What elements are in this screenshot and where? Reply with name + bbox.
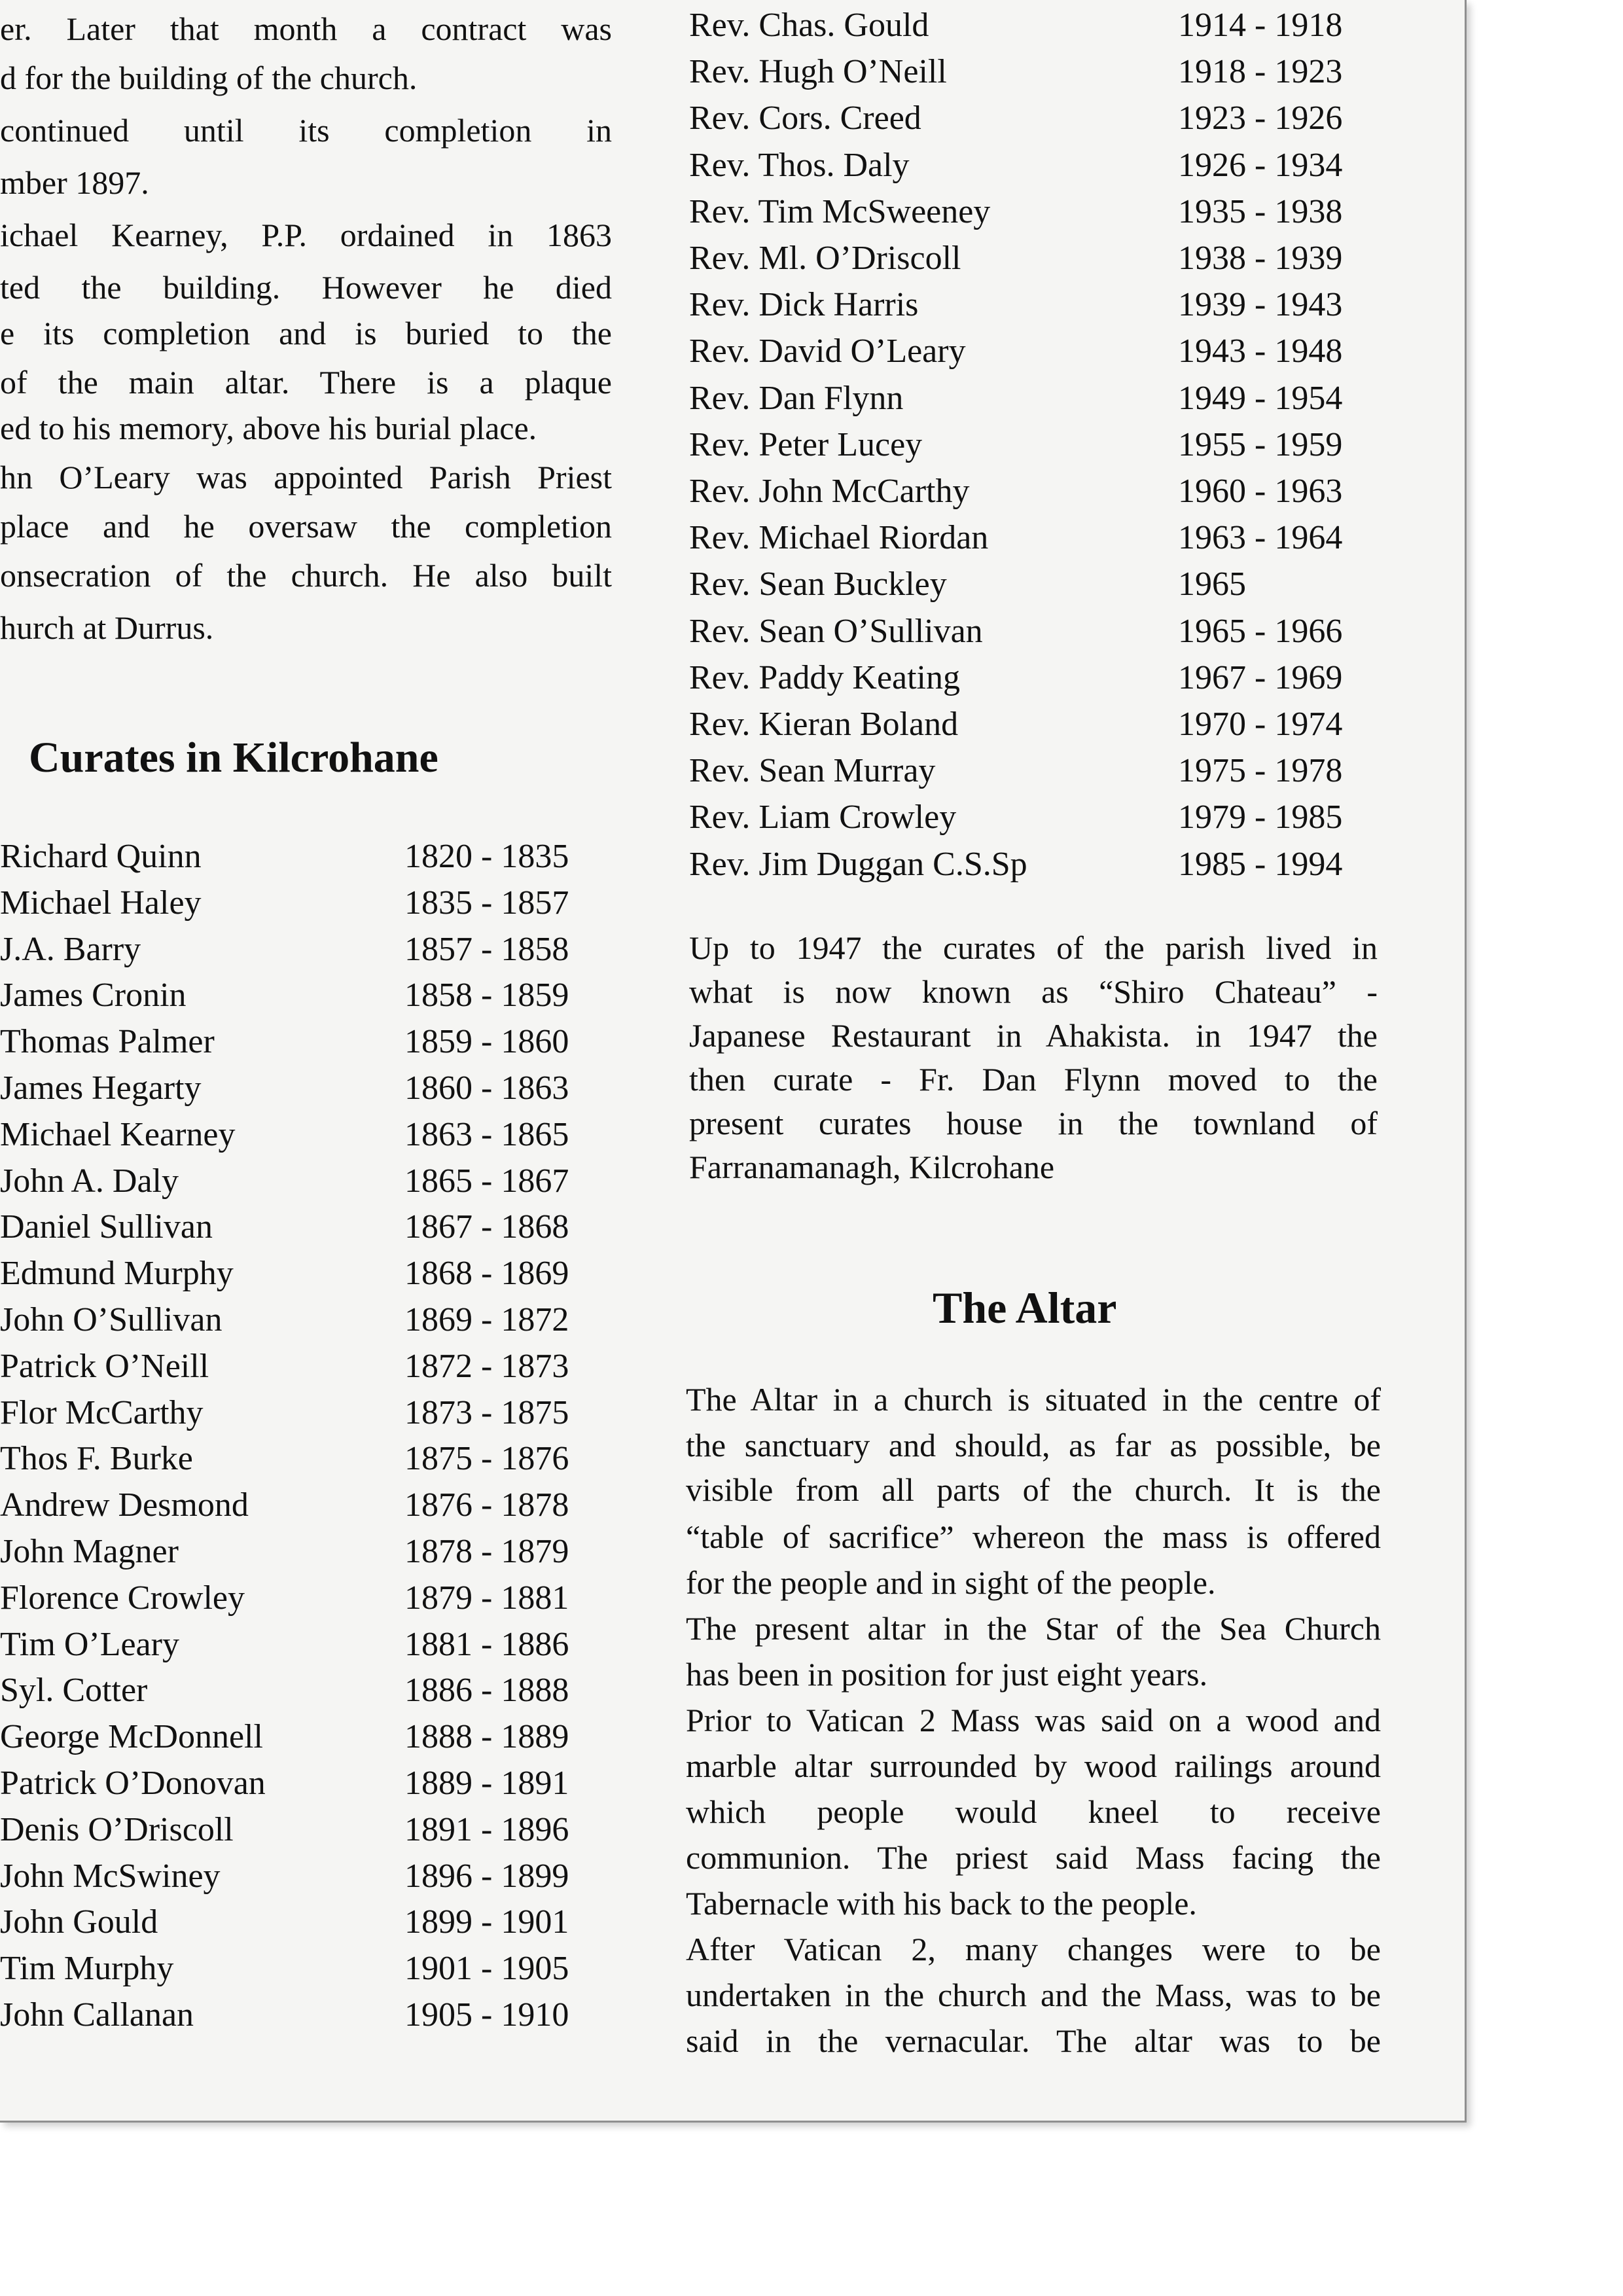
intro-line: hn O’Leary was appointed Parish Priest — [0, 459, 612, 495]
curate-name: Flor McCarthy — [0, 1393, 204, 1431]
intro-line: mber 1897. — [0, 164, 149, 201]
curate-name: Syl. Cotter — [0, 1672, 148, 1710]
curate-name: John McSwiney — [0, 1857, 221, 1895]
house-line: Farranamanagh, Kilcrohane — [689, 1149, 1055, 1185]
intro-line: ted the building. However he died — [0, 269, 612, 306]
rev-years: 1923 - 1926 — [1178, 99, 1343, 137]
curate-name: Tim O’Leary — [0, 1625, 179, 1663]
rev-years: 1926 - 1934 — [1178, 146, 1343, 184]
rev-name: Rev. Sean Murray — [689, 752, 936, 790]
curate-name: Michael Haley — [0, 884, 202, 922]
rev-years: 1955 - 1959 — [1178, 425, 1343, 463]
rev-name: Rev. Jim Duggan C.S.Sp — [689, 845, 1027, 883]
intro-line: place and he oversaw the completion — [0, 508, 612, 545]
curate-name: Patrick O’Donovan — [0, 1765, 266, 1802]
rev-years: 1985 - 1994 — [1178, 845, 1343, 883]
rev-years: 1949 - 1954 — [1178, 379, 1343, 417]
curate-years: 1863 - 1865 — [404, 1115, 569, 1153]
rev-years: 1960 - 1963 — [1178, 473, 1343, 510]
curate-years: 1881 - 1886 — [404, 1625, 569, 1663]
house-line: present curates house in the townland of — [689, 1105, 1378, 1141]
curate-years: 1857 - 1858 — [404, 930, 569, 968]
altar-line: undertaken in the church and the Mass, was to be — [686, 1977, 1381, 2013]
curate-name: James Cronin — [0, 977, 187, 1014]
rev-name: Rev. Kieran Boland — [689, 706, 959, 743]
curate-name: J.A. Barry — [0, 930, 141, 968]
rev-name: Rev. Paddy Keating — [689, 658, 960, 696]
rev-name: Rev. Hugh O’Neill — [689, 53, 947, 91]
curate-years: 1888 - 1889 — [404, 1718, 569, 1756]
curate-years: 1886 - 1888 — [404, 1672, 569, 1710]
altar-line: “table of sacrifice” whereon the mass is offered — [686, 1518, 1381, 1555]
altar-line: the sanctuary and should, as far as possible, be — [686, 1427, 1381, 1463]
rev-years: 1970 - 1974 — [1178, 706, 1343, 743]
curate-name: John O’Sullivan — [0, 1301, 223, 1338]
altar-line: marble altar surrounded by wood railings around — [686, 1748, 1381, 1784]
altar-line: Tabernacle with his back to the people. — [686, 1885, 1197, 1922]
curate-name: John Magner — [0, 1533, 179, 1570]
altar-line: After Vatican 2, many changes were to be — [686, 1931, 1381, 1967]
rev-years: 1979 - 1985 — [1178, 798, 1343, 836]
curate-years: 1875 - 1876 — [404, 1440, 569, 1478]
rev-name: Rev. Dan Flynn — [689, 379, 904, 417]
house-line: then curate - Fr. Dan Flynn moved to the — [689, 1061, 1378, 1098]
intro-line: continued until its completion in — [0, 112, 612, 149]
altar-line: has been in position for just eight years. — [686, 1656, 1208, 1693]
intro-line: hurch at Durrus. — [0, 609, 214, 646]
rev-name: Rev. Liam Crowley — [689, 798, 957, 836]
rev-name: Rev. David O’Leary — [689, 332, 966, 370]
curate-name: John Gould — [0, 1903, 158, 1941]
curate-years: 1905 - 1910 — [404, 1996, 569, 2034]
rev-name: Rev. Sean O’Sullivan — [689, 612, 983, 650]
curate-years: 1872 - 1873 — [404, 1347, 569, 1385]
house-line: Up to 1947 the curates of the parish lived in — [689, 929, 1378, 966]
rev-years: 1943 - 1948 — [1178, 332, 1343, 370]
altar-line: communion. The priest said Mass facing the — [686, 1839, 1381, 1876]
rev-years: 1965 - 1966 — [1178, 612, 1343, 650]
rev-name: Rev. John McCarthy — [689, 473, 970, 510]
rev-name: Rev. Chas. Gould — [689, 7, 929, 44]
rev-name: Rev. Cors. Creed — [689, 99, 921, 137]
rev-years: 1963 - 1964 — [1178, 519, 1343, 557]
curate-years: 1860 - 1863 — [404, 1069, 569, 1107]
intro-line: e its completion and is buried to the — [0, 315, 612, 351]
intro-line: onsecration of the church. He also built — [0, 557, 612, 594]
rev-years: 1938 - 1939 — [1178, 240, 1343, 277]
curate-name: John Callanan — [0, 1996, 194, 2034]
intro-line: of the main altar. There is a plaque — [0, 364, 612, 401]
rev-years: 1918 - 1923 — [1178, 53, 1343, 91]
rev-name: Rev. Tim McSweeney — [689, 192, 991, 230]
house-line: what is now known as “Shiro Chateau” - — [689, 973, 1378, 1010]
curate-name: James Hegarty — [0, 1069, 202, 1107]
curate-years: 1873 - 1875 — [404, 1393, 569, 1431]
altar-heading: The Altar — [933, 1283, 1117, 1333]
curate-years: 1879 - 1881 — [404, 1579, 569, 1617]
rev-years: 1967 - 1969 — [1178, 658, 1343, 696]
rev-years: 1935 - 1938 — [1178, 192, 1343, 230]
curate-years: 1899 - 1901 — [404, 1903, 569, 1941]
curate-name: Daniel Sullivan — [0, 1208, 213, 1246]
curate-name: Denis O’Driscoll — [0, 1810, 234, 1848]
curate-name: Thos F. Burke — [0, 1440, 193, 1478]
curate-years: 1889 - 1891 — [404, 1765, 569, 1802]
curate-name: Edmund Murphy — [0, 1255, 234, 1293]
curate-years: 1859 - 1860 — [404, 1023, 569, 1061]
rev-name: Rev. Dick Harris — [689, 286, 919, 324]
altar-line: for the people and in sight of the people. — [686, 1564, 1216, 1601]
altar-line: The present altar in the Star of the Sea Church — [686, 1610, 1381, 1647]
curate-years: 1896 - 1899 — [404, 1857, 569, 1895]
curate-years: 1869 - 1872 — [404, 1301, 569, 1338]
altar-line: visible from all parts of the church. It is the — [686, 1471, 1381, 1508]
rev-years: 1914 - 1918 — [1178, 7, 1343, 44]
curate-name: John A. Daly — [0, 1162, 179, 1200]
altar-line: Prior to Vatican 2 Mass was said on a wood and — [686, 1702, 1381, 1738]
curate-name: Thomas Palmer — [0, 1023, 215, 1061]
curate-years: 1820 - 1835 — [404, 838, 569, 875]
altar-line: which people would kneel to receive — [686, 1793, 1381, 1830]
altar-line: The Altar in a church is situated in the centre of — [686, 1381, 1381, 1418]
curate-years: 1867 - 1868 — [404, 1208, 569, 1246]
rev-name: Rev. Michael Riordan — [689, 519, 989, 557]
curate-years: 1878 - 1879 — [404, 1533, 569, 1570]
rev-years: 1975 - 1978 — [1178, 752, 1343, 790]
curate-years: 1868 - 1869 — [404, 1255, 569, 1293]
altar-line: said in the vernacular. The altar was to be — [686, 2022, 1381, 2059]
curate-years: 1901 - 1905 — [404, 1950, 569, 1988]
curates-heading: Curates in Kilcrohane — [29, 734, 438, 781]
intro-line: d for the building of the church. — [0, 60, 418, 96]
rev-years: 1965 — [1178, 565, 1246, 603]
curate-name: Michael Kearney — [0, 1115, 236, 1153]
rev-name: Rev. Thos. Daly — [689, 146, 910, 184]
intro-line: er. Later that month a contract was — [0, 10, 612, 47]
intro-line: ed to his memory, above his burial place. — [0, 410, 537, 446]
intro-line: ichael Kearney, P.P. ordained in 1863 — [0, 217, 612, 253]
rev-name: Rev. Peter Lucey — [689, 425, 923, 463]
curate-name: Richard Quinn — [0, 838, 202, 875]
curate-years: 1865 - 1867 — [404, 1162, 569, 1200]
house-line: Japanese Restaurant in Ahakista. in 1947 the — [689, 1017, 1378, 1054]
curate-name: Florence Crowley — [0, 1579, 245, 1617]
curate-years: 1876 - 1878 — [404, 1486, 569, 1524]
rev-name: Rev. Ml. O’Driscoll — [689, 240, 961, 277]
curate-years: 1891 - 1896 — [404, 1810, 569, 1848]
rev-name: Rev. Sean Buckley — [689, 565, 947, 603]
curate-years: 1858 - 1859 — [404, 977, 569, 1014]
curate-years: 1835 - 1857 — [404, 884, 569, 922]
curate-name: Patrick O’Neill — [0, 1347, 209, 1385]
curate-name: Andrew Desmond — [0, 1486, 249, 1524]
curate-name: George McDonnell — [0, 1718, 263, 1756]
rev-years: 1939 - 1943 — [1178, 286, 1343, 324]
curate-name: Tim Murphy — [0, 1950, 174, 1988]
